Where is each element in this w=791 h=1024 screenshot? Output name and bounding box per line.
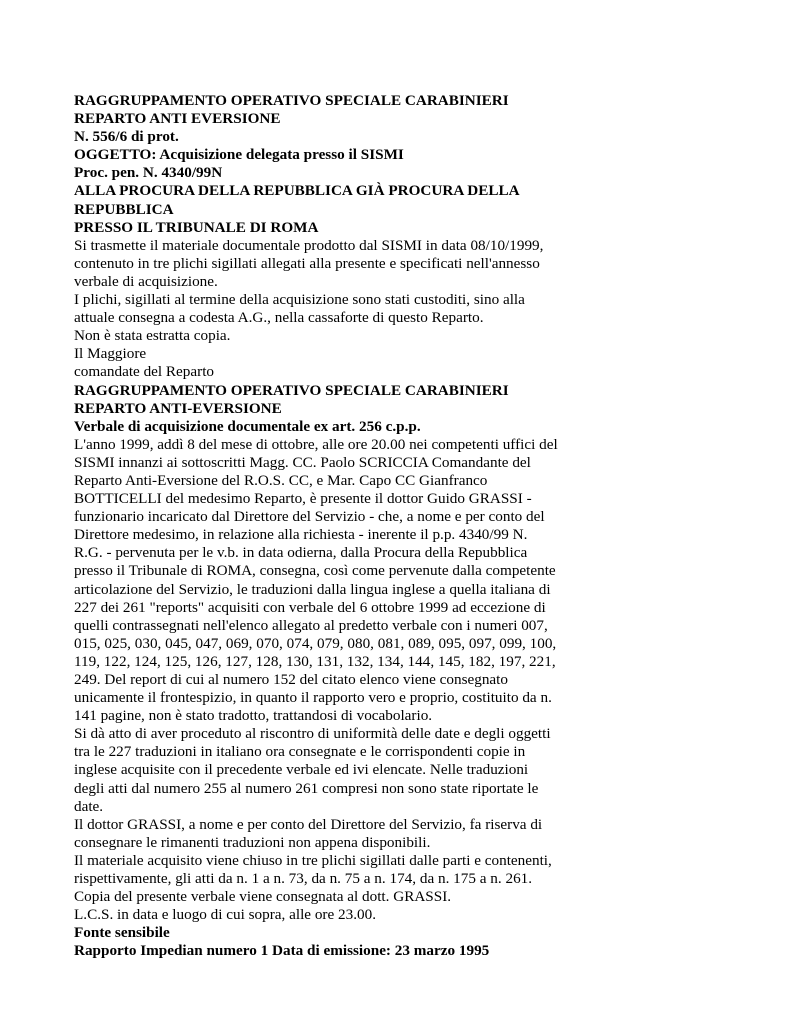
text-line: Il materiale acquisito viene chiuso in tre plichi sigillati dalle parti e contenenti,: [74, 851, 552, 869]
heading-line: Verbale di acquisizione documentale ex art. 256 c.p.p.: [74, 417, 421, 435]
heading-line: Rapporto Impedian numero 1 Data di emissione: 23 marzo 1995: [74, 942, 490, 960]
text-line: tra le 227 traduzioni in italiano ora consegnate e le corrispondenti copie in: [74, 743, 526, 761]
heading-line: N. 556/6 di prot.: [74, 128, 179, 146]
text-line: degli atti dal numero 255 al numero 261 compresi non sono state riportate le: [74, 779, 539, 797]
text-line: articolazione del Servizio, le traduzioni dalla lingua inglese a quella italiana di: [74, 580, 551, 598]
heading-line: RAGGRUPPAMENTO OPERATIVO SPECIALE CARABINIERI: [74, 92, 509, 109]
heading-line: PRESSO IL TRIBUNALE DI ROMA: [74, 218, 319, 236]
heading-line: OGGETTO: Acquisizione delegata presso il SISMI: [74, 146, 404, 164]
text-line: Si dà atto di aver proceduto al riscontro di uniformità delle date e degli oggetti: [74, 725, 551, 743]
text-line: 227 dei 261 "reports" acquisiti con verbale del 6 ottobre 1999 ad eccezione di: [74, 598, 546, 616]
heading-line: Proc. pen. N. 4340/99N: [74, 164, 223, 182]
text-line: Non è stata estratta copia.: [74, 327, 231, 345]
text-line: 249. Del report di cui al numero 152 del citato elenco viene consegnato: [74, 671, 508, 688]
text-line: Direttore medesimo, in relazione alla richiesta - inerente il p.p. 4340/99 N.: [74, 526, 528, 544]
text-line: R.G. - pervenuta per le v.b. in data odierna, dalla Procura della Repubblica: [74, 544, 528, 562]
text-line: date.: [74, 797, 104, 815]
text-line: Il Maggiore: [74, 345, 147, 363]
text-line: 119, 122, 124, 125, 126, 127, 128, 130, 131, 132, 134, 144, 145, 182, 197, 221,: [74, 652, 556, 670]
text-line: L.C.S. in data e luogo di cui sopra, alle ore 23.00.: [74, 906, 376, 924]
text-line: funzionario incaricato dal Direttore del Servizio - che, a nome e per conto del: [74, 508, 545, 526]
text-line: BOTTICELLI del medesimo Reparto, è presente il dottor Guido GRASSI -: [74, 490, 532, 508]
text-line: quelli contrassegnati nell'elenco allegato al predetto verbale con i numeri 007,: [74, 616, 548, 634]
heading-line: RAGGRUPPAMENTO OPERATIVO SPECIALE CARABINIERI: [74, 381, 509, 399]
text-line: unicamente il frontespizio, in quanto il rapporto vero e proprio, costituito da n.: [74, 689, 552, 707]
text-line: rispettivamente, gli atti da n. 1 a n. 73, da n. 75 a n. 174, da n. 175 a n. 261.: [74, 870, 533, 888]
text-line: Si trasmette il materiale documentale prodotto dal SISMI in data 08/10/1999,: [74, 236, 544, 254]
text-line: 141 pagine, non è stato tradotto, trattandosi di vocabolario.: [74, 707, 433, 725]
document-body: [74, 92, 574, 961]
text-line: contenuto in tre plichi sigillati allegati alla presente e specificati nell'annesso: [74, 254, 540, 272]
heading-line: REPARTO ANTI-EVERSIONE: [74, 399, 282, 417]
heading-line: ALLA PROCURA DELLA REPUBBLICA GIÀ PROCURA DELLA: [74, 182, 520, 200]
text-line: attuale consegna a codesta A.G., nella cassaforte di questo Reparto.: [74, 309, 484, 327]
text-line: L'anno 1999, addì 8 del mese di ottobre, alle ore 20.00 nei competenti uffici del: [74, 435, 558, 453]
text-line: verbale di acquisizione.: [74, 272, 218, 290]
text-line: consegnare le rimanenti traduzioni non appena disponibili.: [74, 833, 431, 851]
heading-line: REPUBBLICA: [74, 200, 174, 218]
text-line: SISMI innanzi ai sottoscritti Magg. CC. Paolo SCRICCIA Comandante del: [74, 453, 531, 471]
text-line: Reparto Anti-Eversione del R.O.S. CC, e Mar. Capo CC Gianfranco: [74, 471, 488, 489]
text-line: I plichi, sigillati al termine della acquisizione sono stati custoditi, sino alla: [74, 291, 525, 309]
heading-line: Fonte sensibile: [74, 924, 170, 942]
text-line: presso il Tribunale di ROMA, consegna, così come pervenute dalla competente: [74, 562, 556, 580]
text-line: 015, 025, 030, 045, 047, 069, 070, 074, 079, 080, 081, 089, 095, 097, 099, 100,: [74, 634, 557, 652]
text-line: inglese acquisite con il precedente verbale ed ivi elencate. Nelle traduzioni: [74, 761, 529, 779]
text-line: Copia del presente verbale viene consegnata al dott. GRASSI.: [74, 888, 452, 906]
heading-line: REPARTO ANTI EVERSIONE: [74, 110, 281, 128]
text-line: Il dottor GRASSI, a nome e per conto del Direttore del Servizio, fa riserva di: [74, 815, 543, 833]
text-line: comandate del Reparto: [74, 363, 215, 381]
